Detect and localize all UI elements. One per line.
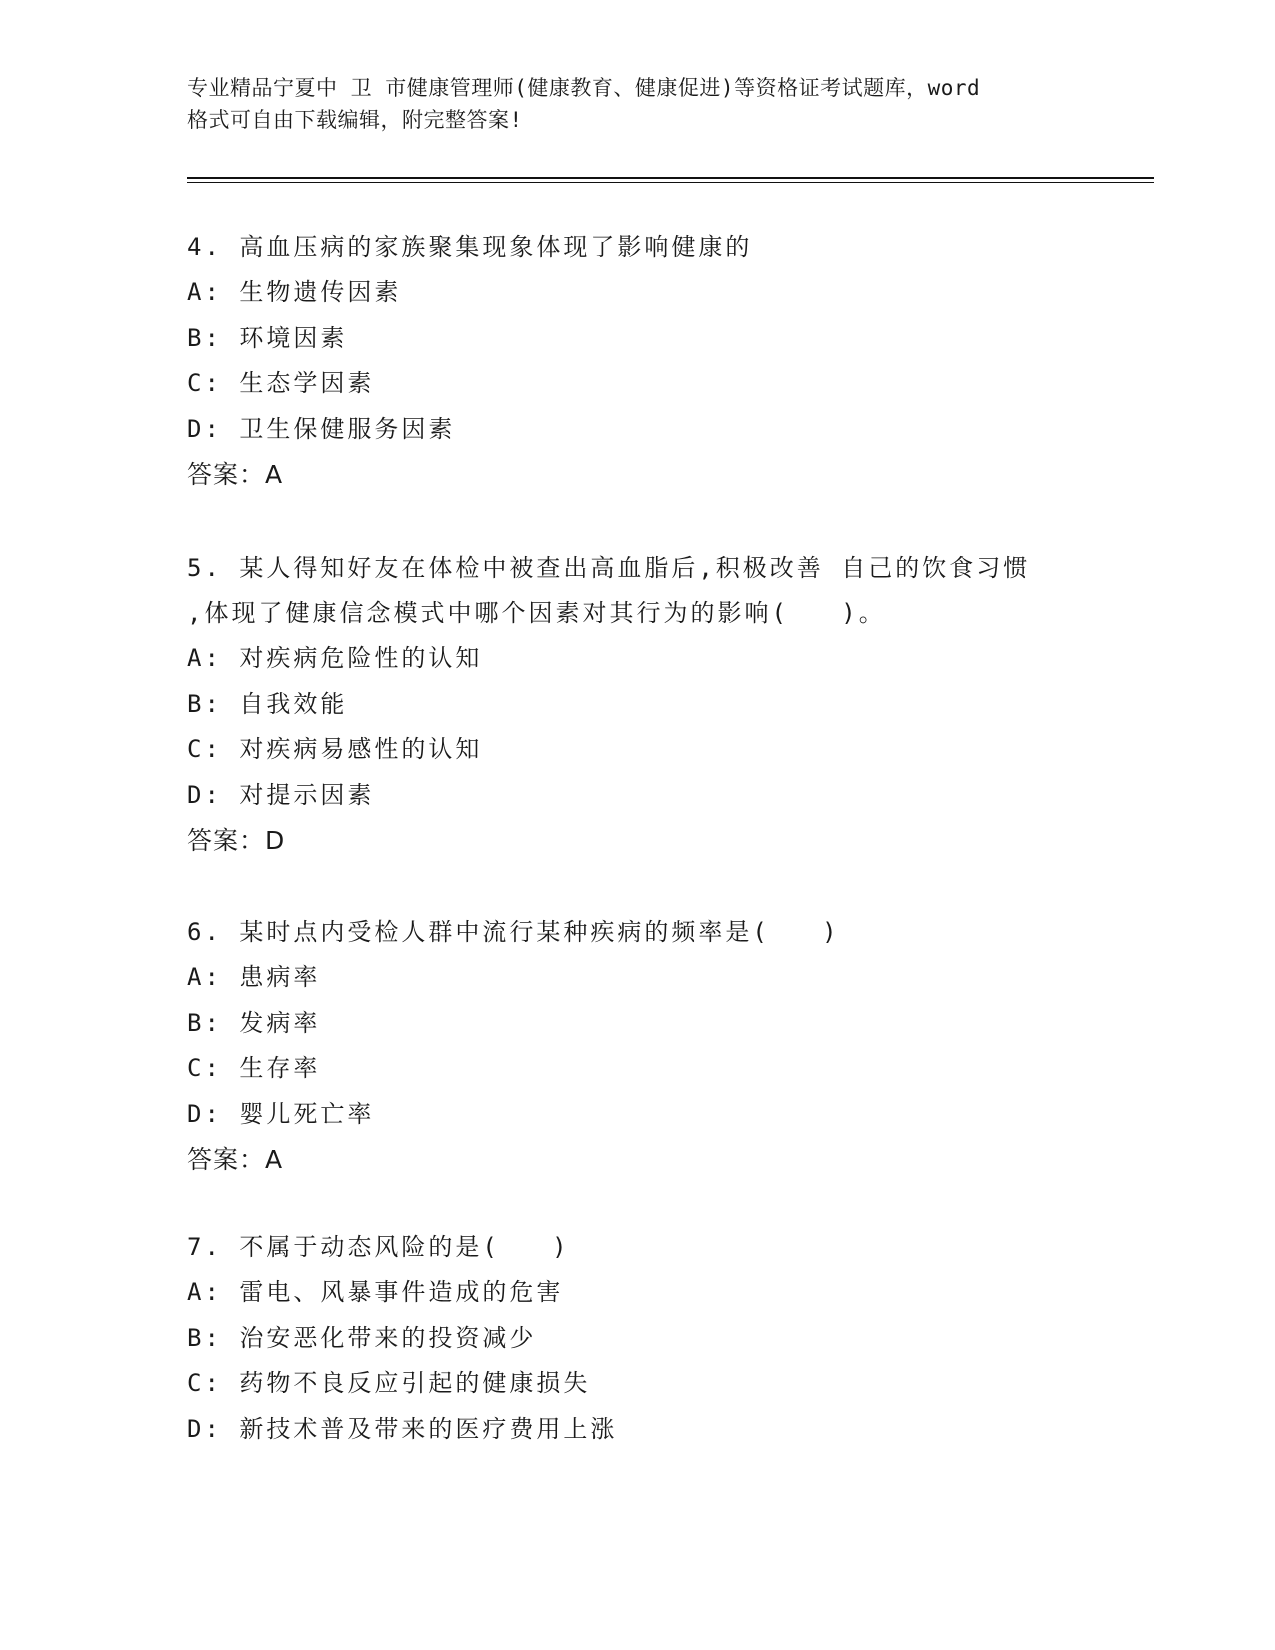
answer-line: 答案：D	[187, 826, 286, 855]
question-block	[187, 910, 1087, 1182]
question-stem: 5. 某人得知好友在体检中被查出高血脂后,积极改善 自己的饮食习惯	[187, 554, 1031, 582]
option-c: C: 药物不良反应引起的健康损失	[187, 1369, 591, 1397]
option-b: B: 环境因素	[187, 323, 348, 352]
option-d: D: 新技术普及带来的医疗费用上涨	[187, 1414, 618, 1443]
option-c: C: 对疾病易感性的认知	[187, 735, 483, 763]
option-a: A: 对疾病危险性的认知	[187, 644, 483, 672]
question-stem: 4. 高血压病的家族聚集现象体现了影响健康的	[187, 233, 753, 261]
option-c: C: 生存率	[187, 1054, 321, 1082]
header-divider-thick	[187, 177, 1154, 179]
option-d: D: 对提示因素	[187, 780, 375, 809]
option-b: B: 治安恶化带来的投资减少	[187, 1323, 537, 1352]
question-block	[187, 225, 1087, 497]
document-header	[187, 72, 1087, 136]
option-d: D: 婴儿死亡率	[187, 1099, 375, 1128]
option-b: B: 自我效能	[187, 689, 348, 718]
header-line-1: 专业精品宁夏中 卫 市健康管理师(健康教育、健康促进)等资格证考试题库，word	[187, 76, 981, 100]
header-line-2: 格式可自由下载编辑，附完整答案!	[187, 108, 523, 132]
header-divider-thin	[187, 182, 1154, 183]
option-c: C: 生态学因素	[187, 369, 375, 397]
option-a: A: 生物遗传因素	[187, 278, 402, 306]
question-block	[187, 1225, 1087, 1452]
question-block	[187, 546, 1087, 863]
option-a: A: 雷电、风暴事件造成的危害	[187, 1278, 564, 1306]
question-stem: 6. 某时点内受检人群中流行某种疾病的频率是( )	[187, 918, 840, 946]
option-b: B: 发病率	[187, 1008, 321, 1037]
option-a: A: 患病率	[187, 963, 321, 991]
option-d: D: 卫生保健服务因素	[187, 414, 456, 443]
answer-line: 答案：A	[187, 1145, 284, 1174]
answer-line: 答案：A	[187, 460, 284, 489]
question-stem: 7. 不属于动态风险的是( )	[187, 1233, 570, 1261]
question-stem-continued: ,体现了健康信念模式中哪个因素对其行为的影响( )。	[187, 599, 886, 627]
